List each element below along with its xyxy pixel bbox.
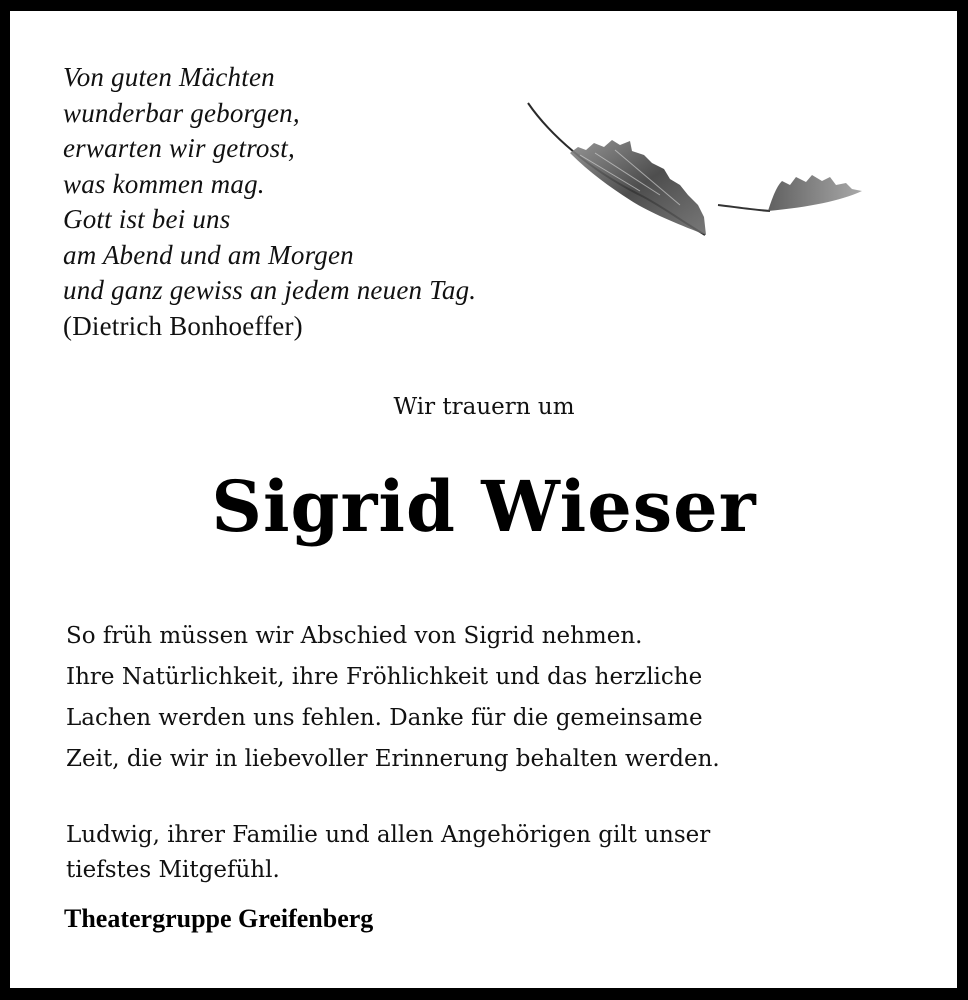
farewell-message: [66, 616, 720, 780]
mourning-intro: Wir trauern um: [393, 394, 575, 420]
message-line: Lachen werden uns fehlen. Danke für die gemeinsame: [66, 705, 703, 731]
poem-line: wunderbar geborgen,: [63, 97, 300, 128]
poem-line: Gott ist bei uns: [63, 204, 231, 234]
message-line: Zeit, die wir in liebevoller Erinnerung behalten werden.: [66, 746, 720, 772]
message-line: So früh müssen wir Abschied von Sigrid nehmen.: [66, 623, 643, 649]
poem-line: Von guten Mächten: [63, 62, 275, 92]
condolence-message: [66, 818, 710, 888]
poem-line: und ganz gewiss an jedem neuen Tag.: [63, 275, 477, 305]
poem-line: erwarten wir getrost,: [63, 133, 295, 163]
feather-icon: [520, 95, 870, 245]
condolence-line: Ludwig, ihrer Familie und allen Angehörigen gilt unser: [66, 822, 711, 848]
poem-line: am Abend und am Morgen: [63, 239, 354, 270]
small-feather: [718, 175, 862, 211]
poem-line: was kommen mag.: [63, 168, 265, 199]
deceased-name: Sigrid Wieser: [211, 465, 757, 548]
large-feather: [528, 103, 706, 235]
bonhoeffer-poem: [63, 60, 476, 344]
condolence-line: tiefstes Mitgefühl.: [66, 857, 280, 883]
message-line: Ihre Natürlichkeit, ihre Fröhlichkeit und das herzliche: [66, 664, 703, 690]
poem-author: (Dietrich Bonhoeffer): [63, 310, 303, 341]
signature: Theatergruppe Greifenberg: [64, 904, 374, 933]
